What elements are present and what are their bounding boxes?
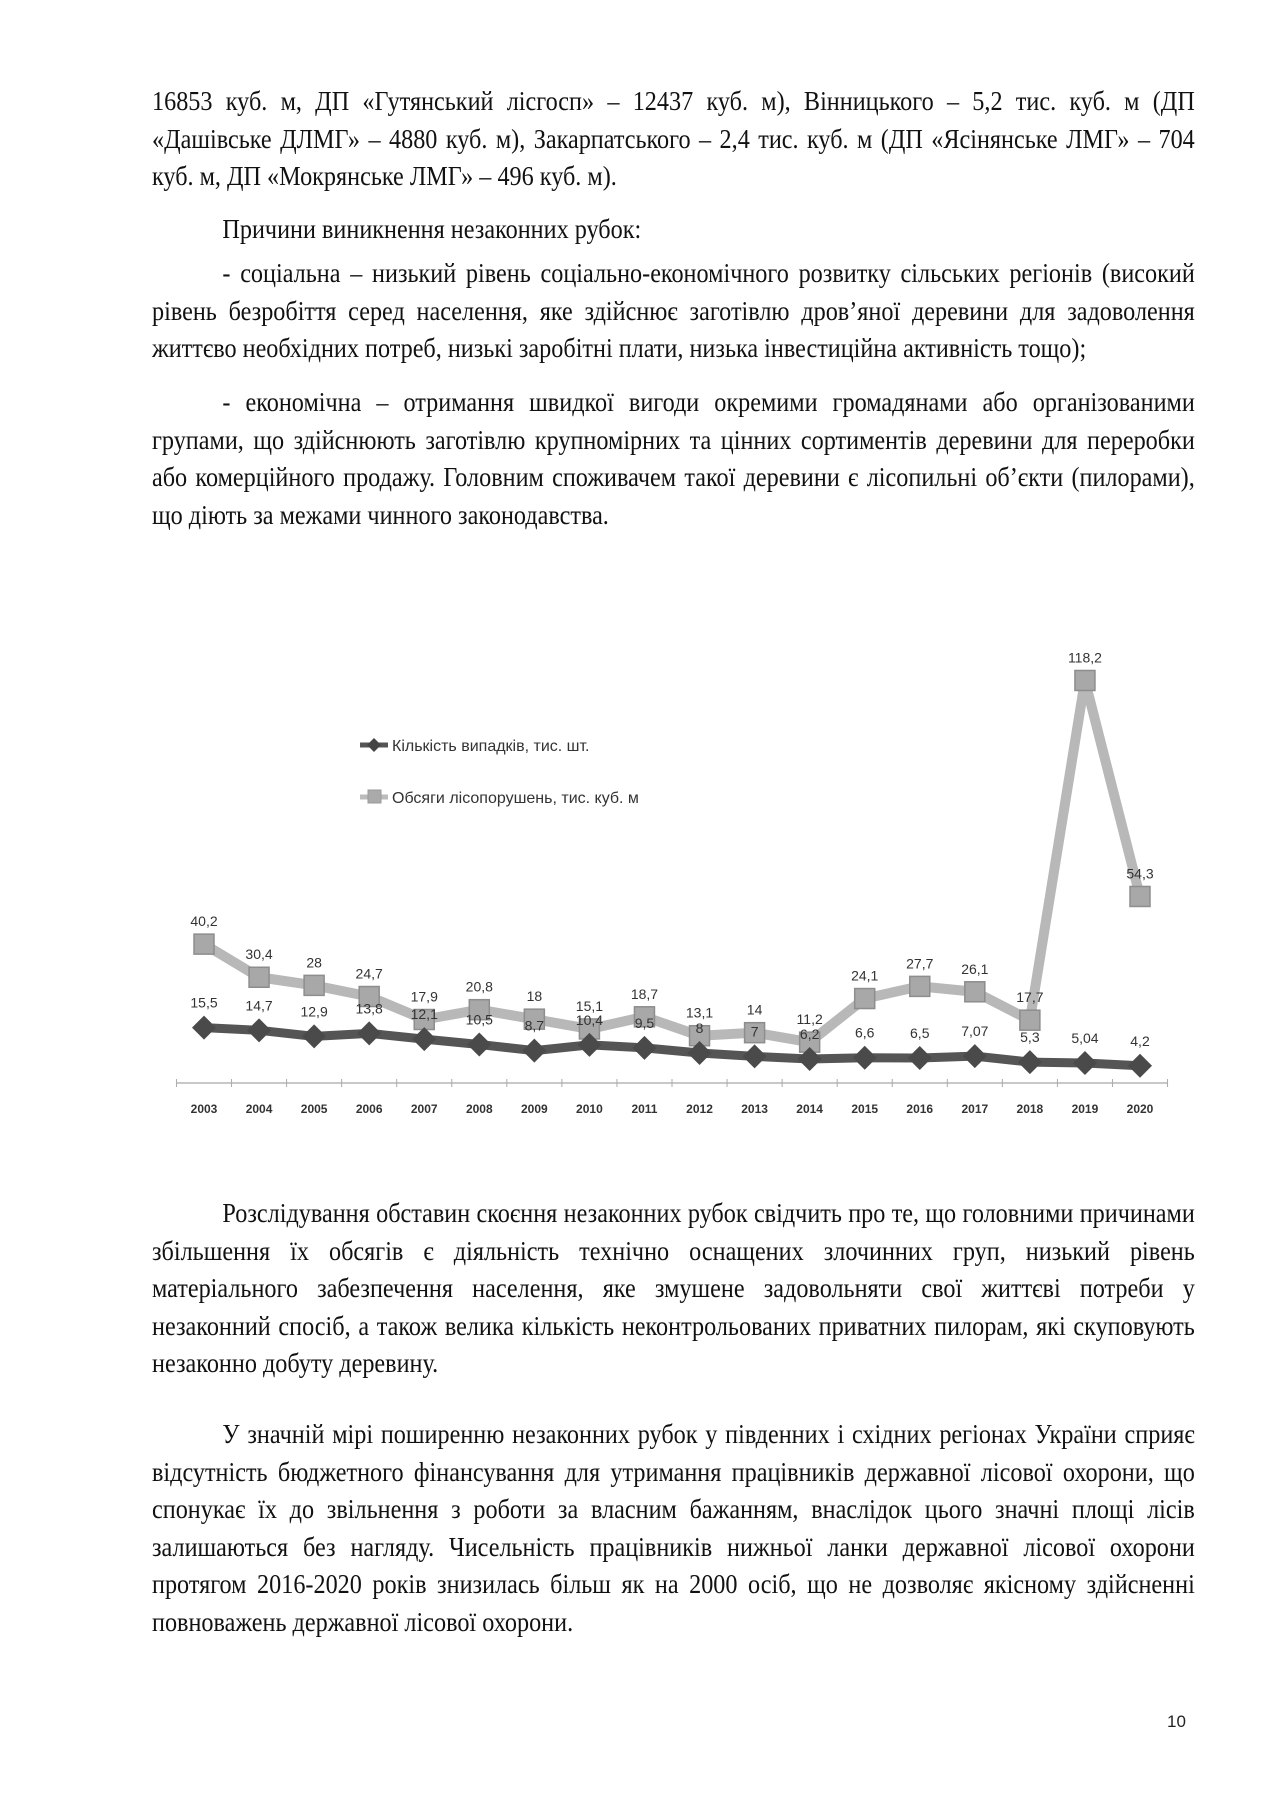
data-label-volumes-2014: 11,2 [796,1011,823,1028]
paragraph-3: - соціальна – низький рівень соціально-економічного розвитку сільських регіонів (високий рівень безробіття серед населення, яке здійснює заготівлю дров’яної деревини для задоволення життєво необхідних потреб, низькі заробітні плати, низька інвестиційна активність тощо); [152,257,1195,363]
data-label-volumes-2007: 17,9 [410,988,438,1005]
legend-diamond-icon [367,738,381,752]
paragraph-6: У значній мірі поширенню незаконних рубок у південних і східних регіонах України сприяє відсутність бюджетного фінансування для утримання працівників державної лісової охорони, що спонукає їх до звільнення з роботи за власним бажанням, внаслідок цього значні площі лісів залишаються без нагляду. Чисельність працівників нижньої ланки державної лісової охорони протягом 2016-2020 років знизилась більш як на 2000 осіб, що не дозволяє якісному здійсненні повноважень державної лісової охорони. [152,1418,1195,1637]
data-label-volumes-2004: 30,4 [245,946,273,963]
marker-cases-2017 [963,1044,987,1068]
series-line-cases [204,1028,1140,1066]
x-tick-label: 2005 [300,1102,328,1116]
paragraph-2: Причини виникнення незаконних рубок: [222,213,642,244]
data-label-cases-2008: 10,5 [465,1011,493,1028]
x-tick-label: 2020 [1126,1102,1154,1116]
x-tick-label: 2018 [1016,1102,1044,1116]
x-tick-label: 2008 [465,1102,493,1116]
data-label-volumes-2016: 27,7 [906,955,934,972]
marker-volumes-2015 [855,989,875,1009]
data-label-cases-2010: 10,4 [575,1011,604,1028]
x-tick-label: 2011 [631,1102,658,1116]
paragraph-4: - економічна – отримання швидкої вигоди окремими громадянами або організованими групами, що здійснюють заготівлю крупномірних та цінних сортиментів деревини для переробки або комерційного продажу. Головним споживачем такої деревини є лісопильні об’єкти (пилорами), що діють за межами чинного законодавства. [152,386,1195,530]
data-label-volumes-2006: 24,7 [355,965,383,982]
page-number: 10 [1167,1712,1186,1731]
data-label-volumes-2017: 26,1 [961,960,989,977]
chart-legend [360,738,639,807]
x-tick-label: 2013 [741,1102,768,1116]
marker-cases-2018 [1018,1050,1042,1074]
x-tick-label: 2014 [796,1102,823,1116]
data-label-cases-2011: 9,5 [634,1014,655,1031]
data-label-cases-2004: 14,7 [245,997,273,1014]
data-label-volumes-2011: 18,7 [630,985,659,1002]
x-tick-label: 2019 [1071,1102,1099,1116]
marker-cases-2008 [467,1033,491,1057]
data-label-cases-2015: 6,6 [854,1024,875,1041]
marker-volumes-2004 [249,967,269,987]
x-tick-label: 2015 [851,1102,879,1116]
marker-volumes-2019 [1075,670,1095,690]
marker-cases-2019 [1073,1051,1097,1075]
marker-volumes-2020 [1130,886,1150,906]
data-label-cases-2013: 7 [750,1023,759,1040]
data-label-cases-2016: 6,5 [910,1025,930,1042]
data-label-cases-2007: 12,1 [410,1006,438,1023]
x-tick-label: 2010 [576,1102,603,1116]
data-label-cases-2005: 12,9 [300,1003,328,1020]
data-label-cases-2017: 7,07 [961,1023,989,1040]
data-label-volumes-2018: 17,7 [1016,989,1044,1006]
data-label-volumes-2010: 15,1 [575,997,604,1014]
legend-item-volumes [360,790,639,807]
data-label-volumes-2005: 28 [306,954,322,971]
data-label-cases-2009: 8,7 [524,1017,545,1034]
legend-square-icon [368,790,381,803]
x-tick-label: 2012 [686,1102,713,1116]
data-label-cases-2006: 13,8 [355,1000,383,1017]
x-tick-label: 2006 [355,1102,383,1116]
legend-item-cases [360,738,589,755]
marker-cases-2003 [192,1016,216,1040]
paragraph-1: 16853 куб. м, ДП «Гутянський лісгосп» – 12437 куб. м), Вінницького – 5,2 тис. куб. м (ДП «Дашівське ДЛМГ» – 4880 куб. м), Закарпатського – 2,4 тис. куб. м (ДП «Ясінянське ЛМГ» – 704 куб. м, ДП «Мокрянське ЛМГ» – 496 куб. м). [152,85,1195,191]
marker-volumes-2018 [1020,1010,1040,1030]
data-label-cases-2020: 4,2 [1130,1032,1150,1049]
marker-cases-2016 [908,1046,932,1070]
legend-label-cases: Кількість випадків, тис. шт. [392,738,590,755]
data-label-volumes-2009: 18 [526,988,543,1005]
x-tick-label: 2007 [410,1102,438,1116]
marker-cases-2011 [632,1036,656,1060]
paragraph-5: Розслідування обставин скоєння незаконних рубок свідчить про те, що головними причинами збільшення їх обсягів є діяльність технічно оснащених злочинних груп, низький рівень матеріального забезпечення населення, яке змушене задовольняти свої життєві потреби у незаконний спосіб, а також велика кількість неконтрольованих приватних пилорам, які скуповують незаконно добуту деревину. [152,1197,1195,1378]
legend-label-volumes: Обсяги лісопорушень, тис. куб. м [392,790,639,807]
marker-cases-2013 [743,1044,767,1068]
data-label-volumes-2015: 24,1 [851,967,879,984]
x-axis-tick-labels [191,1102,1154,1116]
marker-cases-2004 [247,1018,271,1042]
data-labels-volumes [190,649,1153,1027]
marker-cases-2007 [412,1027,436,1051]
series-volumes [194,670,1150,1052]
marker-volumes-2016 [910,976,930,996]
marker-cases-2015 [853,1046,877,1070]
marker-cases-2020 [1128,1054,1152,1078]
data-label-cases-2014: 6,2 [799,1026,820,1043]
x-tick-label: 2016 [906,1102,934,1116]
marker-volumes-2017 [965,982,985,1002]
marker-volumes-2005 [304,975,324,995]
x-tick-label: 2003 [190,1102,218,1116]
data-label-cases-2012: 8 [695,1019,704,1036]
data-label-cases-2019: 5,04 [1071,1029,1099,1046]
x-tick-label: 2017 [961,1102,989,1116]
data-label-volumes-2020: 54,3 [1126,865,1154,882]
marker-cases-2006 [357,1021,381,1045]
data-label-cases-2003: 15,5 [190,994,218,1011]
marker-cases-2005 [302,1024,326,1048]
data-label-volumes-2013: 14 [746,1001,763,1018]
series-line-volumes [204,680,1140,1042]
data-label-volumes-2008: 20,8 [465,978,493,995]
data-label-volumes-2012: 13,1 [685,1004,714,1021]
marker-volumes-2003 [194,934,214,954]
data-label-volumes-2019: 118,2 [1067,649,1102,666]
x-tick-label: 2004 [245,1102,273,1116]
marker-cases-2009 [522,1039,546,1063]
line-chart [0,600,1280,1160]
x-tick-label: 2009 [521,1102,548,1116]
data-label-cases-2018: 5,3 [1020,1029,1040,1046]
data-label-volumes-2003: 40,2 [190,913,218,930]
